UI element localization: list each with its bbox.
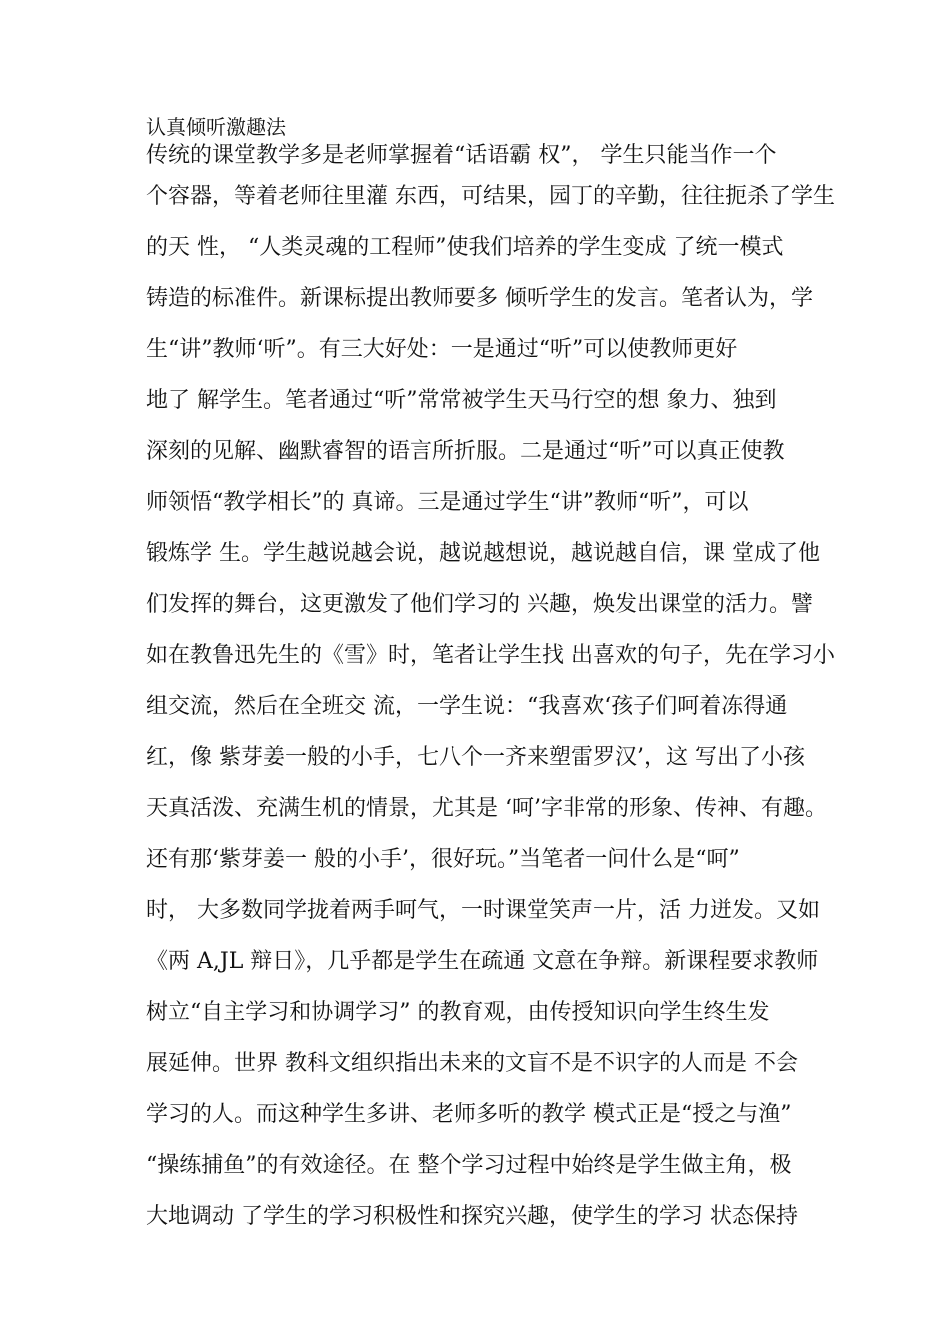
body-line: 天真活泼、充满生机的情景，尤其是 ‘呵’字非常的形象、传神、有趣。 (146, 796, 827, 821)
body-line: 的天 性， “人类灵魂的工程师”使我们培养的学生变成 了统一模式 (146, 235, 784, 260)
body-line: 个容器，等着老师往里灌 东西，可结果，园丁的辛勤，往往扼杀了学生 (146, 184, 835, 209)
document-title: 认真倾听激趣法 (146, 115, 286, 139)
body-line: 树立“自主学习和协调学习” 的教育观，由传授知识向学生终生发 (146, 1000, 770, 1025)
body-line: 组交流，然后在全班交 流，一学生说：“我喜欢‘孩子们呵着冻得通 (146, 694, 788, 719)
body-line: 展延伸。世界 教科文组织指出未来的文盲不是不识字的人而是 不会 (146, 1051, 798, 1076)
document-body (146, 141, 835, 1242)
body-line: 们发挥的舞台，这更激发了他们学习的 兴趣，焕发出课堂的活力。譬 (146, 592, 813, 617)
body-line: 深刻的见解、幽默睿智的语言所折服。二是通过“听”可以真正使教 (146, 439, 785, 464)
body-line: 生“讲”教师‘听”。有三大好处：一是通过“听”可以使教师更好 (146, 337, 738, 362)
body-line: “操练捕鱼”的有效途径。在 整个学习过程中始终是学生做主角，极 (146, 1153, 792, 1178)
document-page (146, 113, 835, 1242)
body-line: 地了 解学生。笔者通过“听”常常被学生天马行空的想 象力、独到 (146, 388, 777, 413)
body-line: 还有那‘紫芽姜一 般的小手’，很好玩。”当笔者一问什么是“呵” (146, 847, 740, 872)
body-line: 《两 A,JL 辩日》，几乎都是学生在疏通 文意在争辩。新课程要求教师 (146, 949, 819, 974)
body-line: 时， 大多数同学拢着两手呵气，一时课堂笑声一片，活 力迸发。又如 (146, 898, 820, 923)
body-line: 铸造的标准件。新课标提出教师要多 倾听学生的发言。笔者认为，学 (146, 286, 813, 311)
body-line: 大地调动 了学生的学习积极性和探究兴趣，使学生的学习 状态保持 (146, 1204, 798, 1229)
body-line: 师领悟“教学相长”的 真谛。三是通过学生“讲”教师“听”，可以 (146, 490, 749, 515)
body-line: 传统的课堂教学多是老师掌握着“话语霸 权”， 学生只能当作一个 (146, 143, 777, 168)
body-line: 如在教鲁迅先生的《雪》时，笔者让学生找 出喜欢的句子，先在学习小 (146, 643, 835, 668)
body-line: 学习的人。而这种学生多讲、老师多听的教学 模式正是“授之与渔” (146, 1102, 792, 1127)
body-line: 红，像 紫芽姜一般的小手，七八个一齐来塑雷罗汉’，这 写出了小孩 (146, 745, 805, 770)
body-line: 锻炼学 生。学生越说越会说，越说越想说，越说越自信，课 堂成了他 (146, 541, 820, 566)
